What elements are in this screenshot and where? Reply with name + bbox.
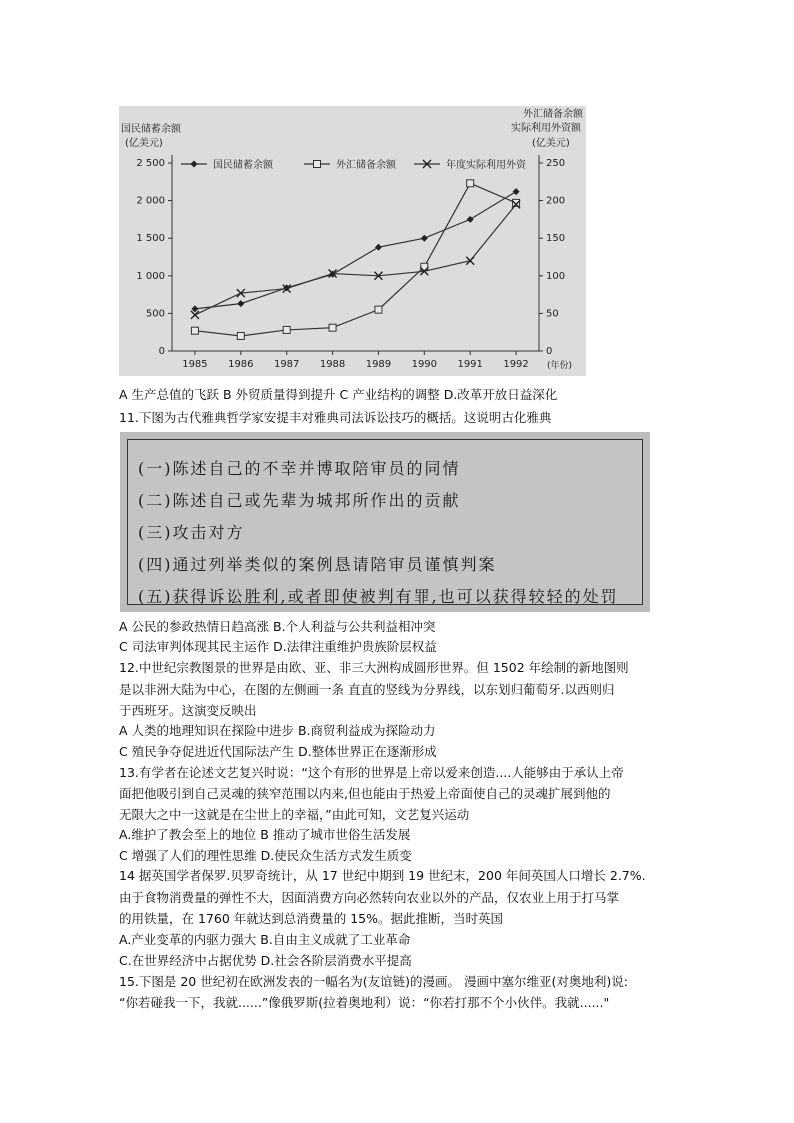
line-chart xyxy=(119,106,586,376)
table-row: (二)陈述自己或先辈为城邦所作出的贡献 xyxy=(138,491,461,510)
text-line: A 人类的地理知识在探险中进步 B.商贸利益成为探险动力 xyxy=(119,723,436,738)
text-line: 的用铁量，在 1760 年就达到总消费量的 15%。据此推断，当时英国 xyxy=(119,911,504,926)
text-line: C 殖民争夺促进近代国际法产生 D.整体世界正在逐渐形成 xyxy=(119,744,437,759)
data-point xyxy=(375,244,382,251)
data-point xyxy=(237,300,244,307)
litigation-skills-table xyxy=(120,432,650,612)
text-line: 面把他吸引到自己灵魂的狭窄范围以内来,但也能由于热爱上帝面使自己的灵魂扩展到他的 xyxy=(119,786,611,801)
data-point xyxy=(467,180,474,187)
data-point xyxy=(375,306,382,313)
text-line: A 生产总值的飞跃 B 外贸质量得到提升 C 产业结构的调整 D.改革开放日益深化 xyxy=(119,387,558,402)
text-line: C.在世界经济中占据优势 D.社会各阶层消费水平提高 xyxy=(119,953,412,968)
x-tick-label: 1992 xyxy=(503,359,529,370)
left-tick-label: 500 xyxy=(145,308,165,320)
data-point xyxy=(467,216,474,223)
data-point xyxy=(283,326,290,333)
text-line: 11.下图为古代雅典哲学家安提丰对雅典司法诉讼技巧的概括。这说明古化雅典 xyxy=(119,410,552,425)
text-line: 13.有学者在论述文艺复兴时说：“这个有形的世界是上帝以爱来创造....人能够由于承认上帝 xyxy=(119,765,624,780)
legend-label: 外汇储备余额 xyxy=(336,160,396,171)
text-line: C 增强了人们的理性思维 D.使民众生活方式发生质变 xyxy=(119,848,412,863)
x-tick-label: 1990 xyxy=(411,359,438,370)
text-line: 由于食物消费量的弹性不大，因面消费方向必然转向农业以外的产品，仅农业上用于打马掌 xyxy=(119,890,620,905)
text-line: A.产业变革的内驱力强大 B.自由主义成就了工业革命 xyxy=(119,932,411,947)
x-tick-label: 1986 xyxy=(228,359,254,370)
text-line: 12.中世纪宗教图景的世界是由欧、亚、非三大洲构成圆形世界。但 1502 年绘制的新地图则 xyxy=(119,660,629,675)
x-tick-label: 1991 xyxy=(457,359,483,370)
left-tick-label: 0 xyxy=(158,346,165,357)
legend-marker xyxy=(191,161,198,168)
data-point xyxy=(329,324,336,331)
data-point xyxy=(513,188,520,195)
data-point xyxy=(237,332,244,339)
right-tick-label: 250 xyxy=(546,158,566,169)
text-line: “你若碰我一下，我就......”像俄罗斯(拉着奥地利）说：“你若打那不个小伙伴。我就......" xyxy=(119,995,610,1010)
legend-marker xyxy=(314,161,321,168)
right-axis-title-line1: 外汇储备余额 xyxy=(523,109,583,120)
series-line-2 xyxy=(195,183,516,336)
left-tick-label: 1 500 xyxy=(136,233,165,245)
table-frame xyxy=(127,439,643,605)
line-chart-figure xyxy=(119,106,586,376)
table-row: (三)攻击对方 xyxy=(138,523,245,542)
left-tick-label: 2 500 xyxy=(136,158,165,169)
data-point xyxy=(466,257,474,265)
left-axis-title-line1: 国民储蓄余额 xyxy=(121,124,181,135)
table-row: (一)陈述自己的不幸并博取陪审员的同情 xyxy=(138,459,461,478)
x-tick-label: 1987 xyxy=(273,359,300,370)
text-line: 无限大之中一这就是在尘世上的幸福，”由此可知，文艺复兴运动 xyxy=(119,807,470,822)
text-line: C 司法审判体现其民主运作 D.法律注重维护贵族阶层权益 xyxy=(119,639,437,654)
text-line: 是以非洲大陆为中心，在图的左侧画一条 直直的竖线为分界线，以东划归葡萄牙.以西则归 xyxy=(119,682,615,697)
data-point xyxy=(421,235,428,242)
left-axis-title-line2: (亿美元) xyxy=(125,138,163,149)
table-row: (四)通过列举类似的案例恳请陪审员谨慎判案 xyxy=(138,555,497,574)
text-line: A.维护了教会至上的地位 B 推动了城市世俗生活发展 xyxy=(119,827,411,842)
text-line: 于西班牙。这演变反映出 xyxy=(119,703,257,718)
text-line: A 公民的参政热情日趋高涨 B.个人利益与公共利益相冲突 xyxy=(119,619,436,634)
legend-label: 年度实际利用外资 xyxy=(446,160,526,171)
x-tick-label: 1989 xyxy=(365,359,392,370)
left-tick-label: 2 000 xyxy=(136,195,165,207)
right-tick-label: 0 xyxy=(546,346,553,357)
x-axis-suffix: (年份) xyxy=(547,361,573,371)
data-point xyxy=(191,327,198,334)
data-point xyxy=(191,305,198,312)
legend-label: 国民储蓄余额 xyxy=(213,160,273,171)
text-line: 15.下图是 20 世纪初在欧洲发表的一幅名为(友谊链)的漫画。 漫画中塞尔维亚(对奥地利)说: xyxy=(119,974,628,989)
text-line: 14 据英国学者保罗.贝罗奇统计，从 17 世纪中期到 19 世纪末，200 年间英国人口增长 2.7%. xyxy=(119,868,646,883)
right-tick-label: 150 xyxy=(546,233,566,245)
right-axis-title-line2: 实际利用外资额 xyxy=(511,123,581,134)
right-tick-label: 100 xyxy=(546,270,566,282)
right-tick-label: 200 xyxy=(546,195,566,207)
left-tick-label: 1 000 xyxy=(136,270,165,282)
right-tick-label: 50 xyxy=(546,308,559,320)
table-row: (五)获得诉讼胜利,或者即使被判有罪,也可以获得较轻的处罚 xyxy=(138,587,619,606)
right-axis-title-line3: (亿美元) xyxy=(532,138,570,149)
x-tick-label: 1985 xyxy=(182,359,208,370)
x-tick-label: 1988 xyxy=(319,359,346,370)
